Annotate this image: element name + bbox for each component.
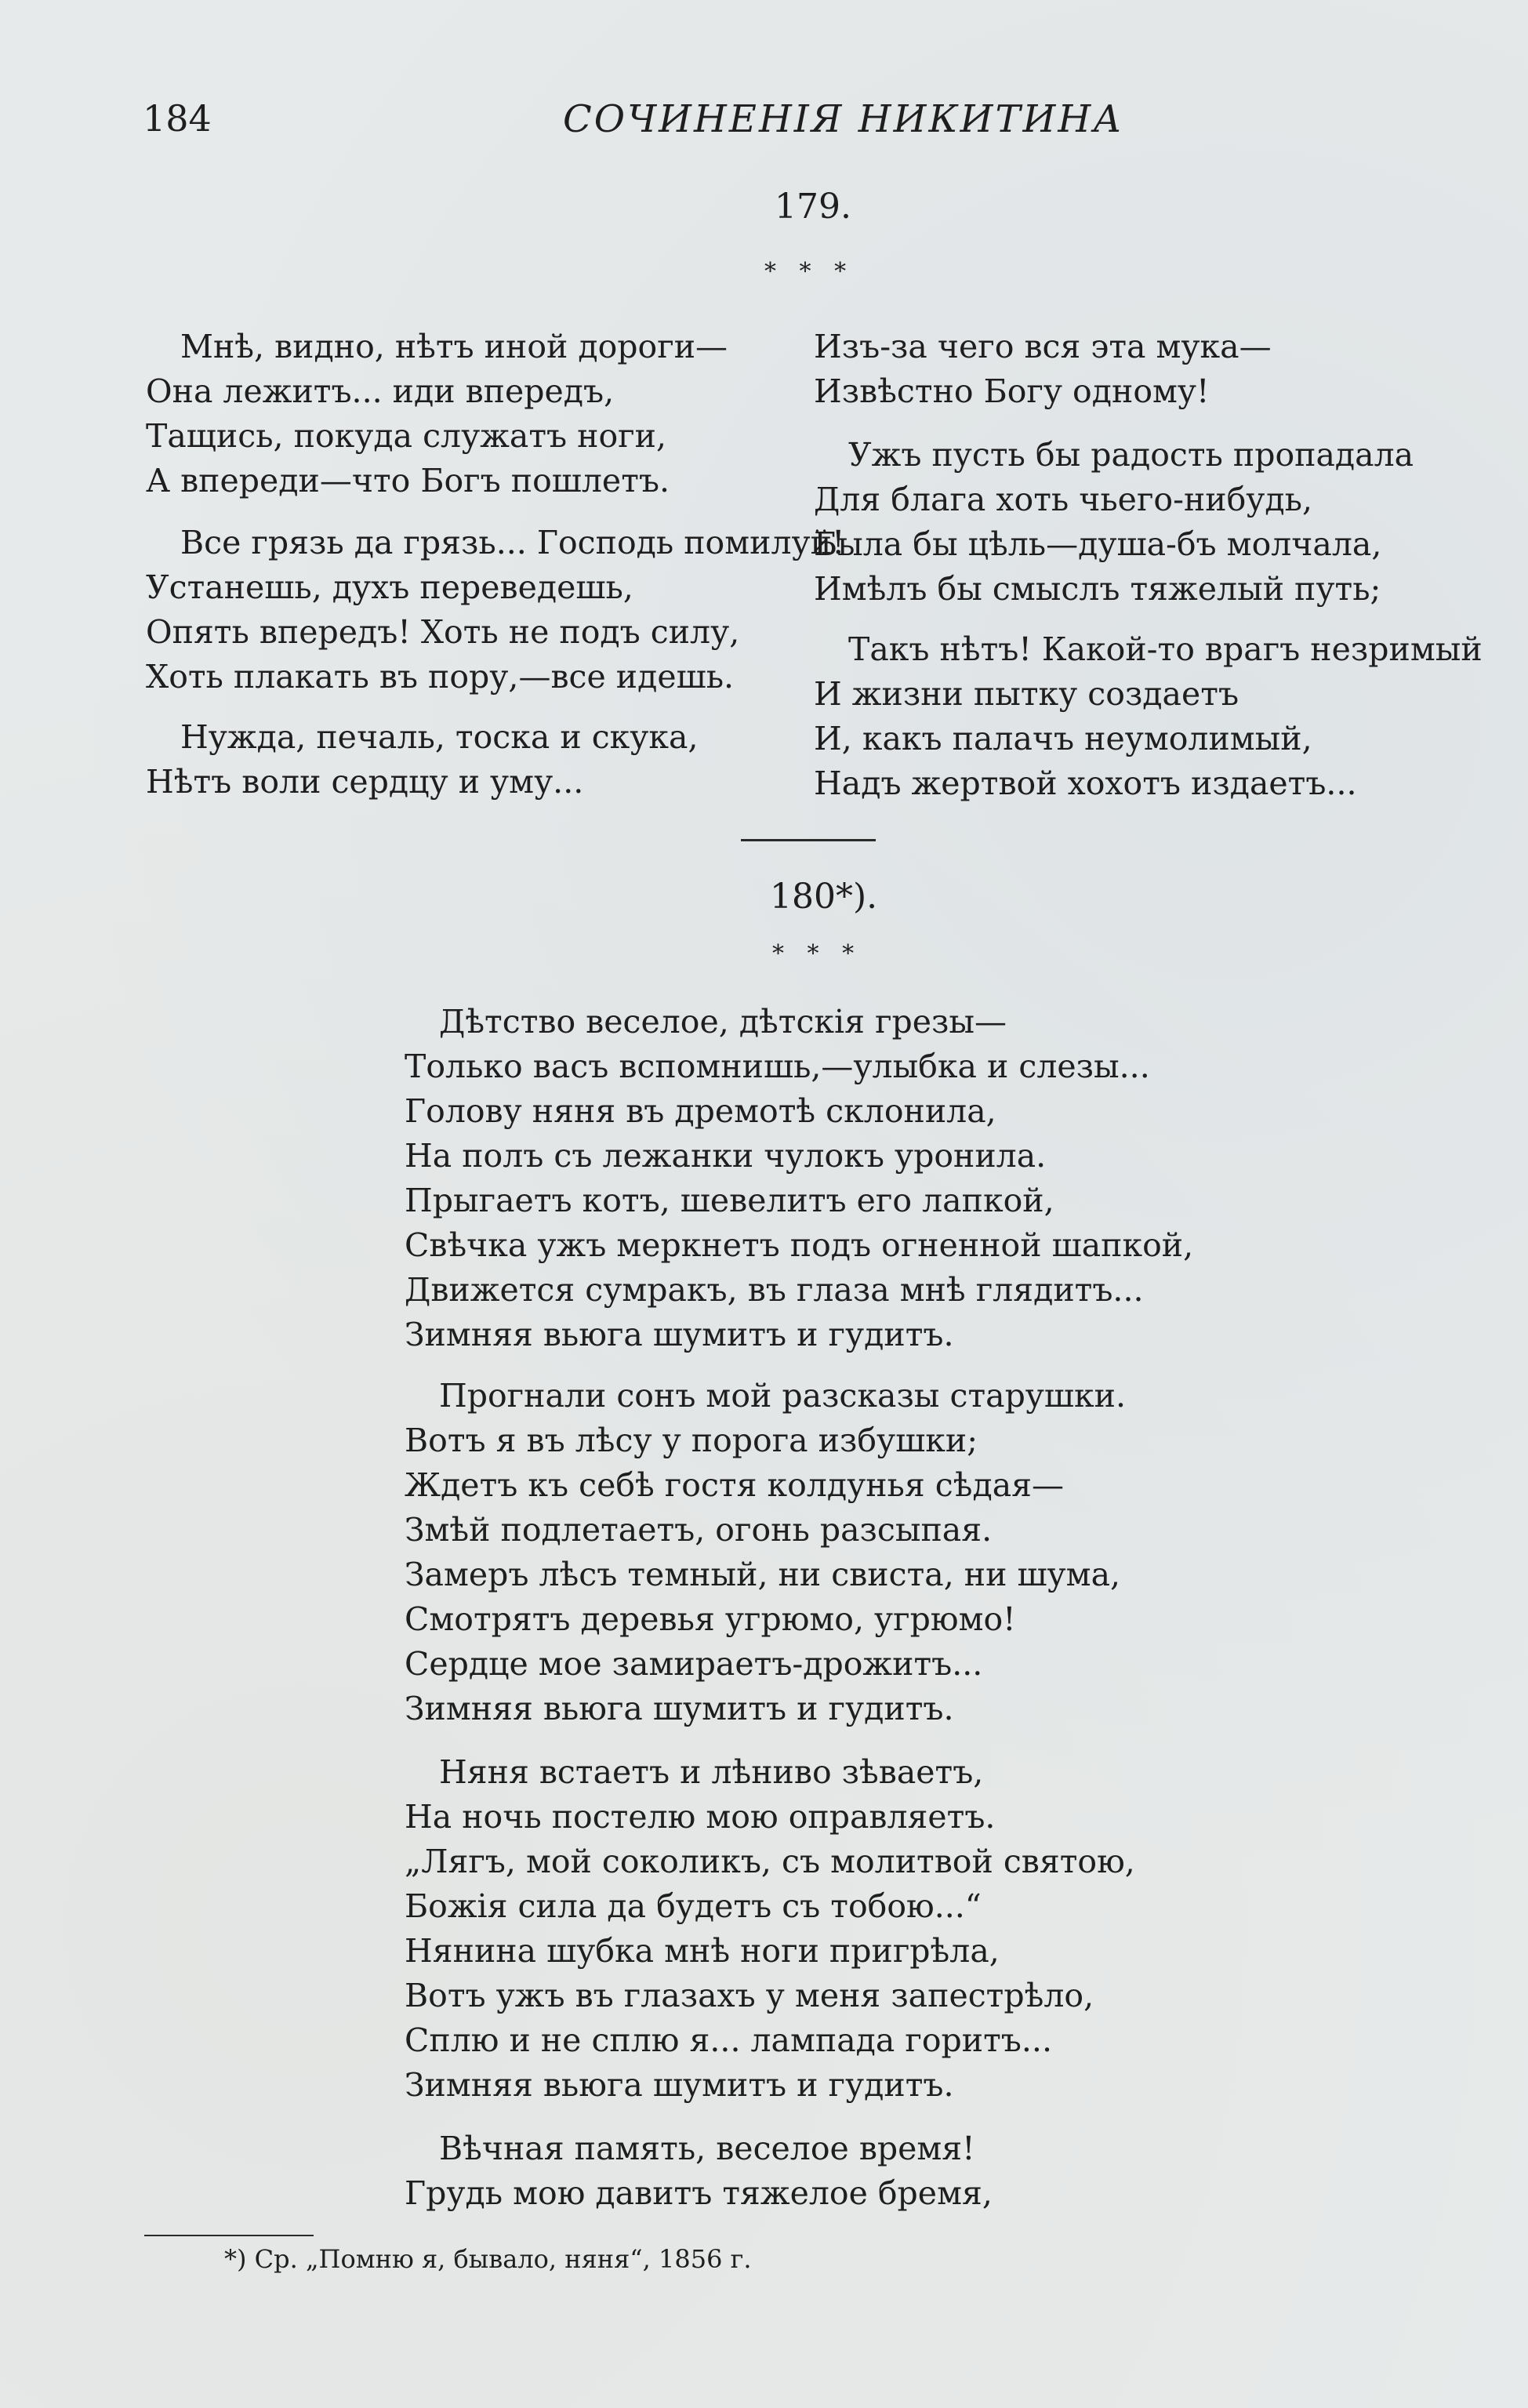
verse-line: Устанешь, духъ переведешь,: [146, 568, 633, 606]
asterism-179: * * *: [764, 258, 855, 285]
verse-line: И жизни пытку создаетъ: [814, 675, 1239, 713]
verse-line: „Лягъ, мой соколикъ, съ молитвой святою,: [405, 1843, 1135, 1880]
verse-line: Только васъ вспомнишь,—улыбка и слезы...: [405, 1048, 1150, 1085]
asterism-180: * * *: [772, 940, 862, 968]
verse-line: Вѣчная память, веселое время!: [439, 2130, 975, 2167]
verse-line: Голову няня въ дремотѣ склонила,: [405, 1092, 996, 1130]
verse-line: Прыгаетъ котъ, шевелитъ его лапкой,: [405, 1182, 1054, 1219]
verse-line: Няня встаетъ и лѣниво зѣваетъ,: [439, 1753, 984, 1791]
footnote: *) Ср. „Помню я, бывало, няня“, 1856 г.: [224, 2244, 752, 2274]
verse-line: Ждетъ къ себѣ гостя колдунья сѣдая—: [405, 1466, 1065, 1504]
poem180-stanza-1: [405, 1000, 1193, 1357]
verse-line: Вотъ ужъ въ глазахъ у меня запестрѣло,: [405, 1977, 1094, 2014]
verse-line: Змѣй подлетаетъ, огонь разсыпая.: [405, 1511, 993, 1549]
verse-line: Была бы цѣль—душа-бъ молчала,: [814, 525, 1382, 563]
poem179-right-stanza-1: [814, 325, 1272, 414]
verse-line: Она лежитъ... иди впередъ,: [146, 372, 615, 410]
footnote-rule: [144, 2235, 314, 2236]
verse-line: Зимняя вьюга шумитъ и гудитъ.: [405, 1316, 954, 1353]
verse-line: Нянина шубка мнѣ ноги пригрѣла,: [405, 1932, 1000, 1970]
running-title: СОЧИНЕНІЯ НИКИТИНА: [563, 97, 1124, 141]
verse-line: Зимняя вьюга шумитъ и гудитъ.: [405, 1690, 954, 1727]
verse-line: Нѣтъ воли сердцу и уму...: [146, 763, 584, 801]
verse-line: А впереди—что Богъ пошлетъ.: [146, 462, 670, 499]
verse-line: Божія сила да будетъ съ тобою...“: [405, 1887, 982, 1925]
poem179-left-stanza-3: [146, 715, 699, 804]
verse-line: Имѣлъ бы смыслъ тяжелый путь;: [814, 570, 1381, 608]
verse-line: Свѣчка ужъ меркнетъ подъ огненной шапкой,: [405, 1226, 1194, 1264]
verse-line: Вотъ я въ лѣсу у порога избушки;: [405, 1422, 978, 1459]
page-number: 184: [143, 97, 212, 140]
verse-line: Мнѣ, видно, нѣтъ иной дороги—: [180, 328, 728, 365]
verse-line: Сплю и не сплю я... лампада горитъ...: [405, 2021, 1052, 2059]
poem179-left-stanza-2: [146, 521, 844, 699]
verse-line: Движется сумракъ, въ глаза мнѣ глядитъ...: [405, 1271, 1144, 1309]
poem-number-179: 179.: [775, 187, 851, 227]
verse-line: Нужда, печаль, тоска и скука,: [180, 718, 699, 756]
poem180-stanza-4: [405, 2127, 993, 2216]
verse-line: Сердце мое замираетъ-дрожитъ...: [405, 1645, 983, 1683]
verse-line: И, какъ палачъ неумолимый,: [814, 720, 1312, 757]
verse-line: Тащись, покуда служатъ ноги,: [146, 417, 667, 455]
poem-number-180: 180*).: [770, 877, 878, 917]
verse-line: Ужъ пусть бы радость пропадала: [848, 436, 1414, 474]
verse-line: Прогнали сонъ мой разсказы старушки.: [439, 1377, 1127, 1415]
poem179-left-stanza-1: [146, 325, 728, 503]
verse-line: На полъ съ лежанки чулокъ уронила.: [405, 1137, 1047, 1175]
verse-line: Для блага хоть чьего-нибудь,: [814, 481, 1313, 518]
verse-line: Зимняя вьюга шумитъ и гудитъ.: [405, 2066, 954, 2104]
verse-line: Грудь мою давитъ тяжелое бремя,: [405, 2174, 993, 2212]
verse-line: Смотрятъ деревья угрюмо, угрюмо!: [405, 1600, 1016, 1638]
verse-line: Все грязь да грязь... Господь помилуй!: [180, 524, 845, 561]
verse-line: Извѣстно Богу одному!: [814, 372, 1210, 410]
verse-line: Дѣтство веселое, дѣтскія грезы—: [439, 1003, 1007, 1041]
verse-line: Изъ-за чего вся эта мука—: [814, 328, 1272, 365]
verse-line: Опять впередъ! Хоть не подъ силу,: [146, 613, 740, 651]
poem180-stanza-2: [405, 1374, 1126, 1731]
verse-line: Хоть плакать въ пору,—все идешь.: [146, 658, 735, 696]
poem179-right-stanza-2: [814, 433, 1414, 612]
verse-line: Такъ нѣтъ! Какой-то врагъ незримый: [848, 630, 1483, 668]
verse-line: Замеръ лѣсъ темный, ни свиста, ни шума,: [405, 1556, 1121, 1593]
section-separator: [741, 839, 876, 841]
verse-line: На ночь постелю мою оправляетъ.: [405, 1798, 996, 1836]
poem179-right-stanza-3: [814, 627, 1483, 806]
poem180-stanza-3: [405, 1750, 1135, 2108]
verse-line: Надъ жертвой хохотъ издаетъ...: [814, 765, 1357, 802]
